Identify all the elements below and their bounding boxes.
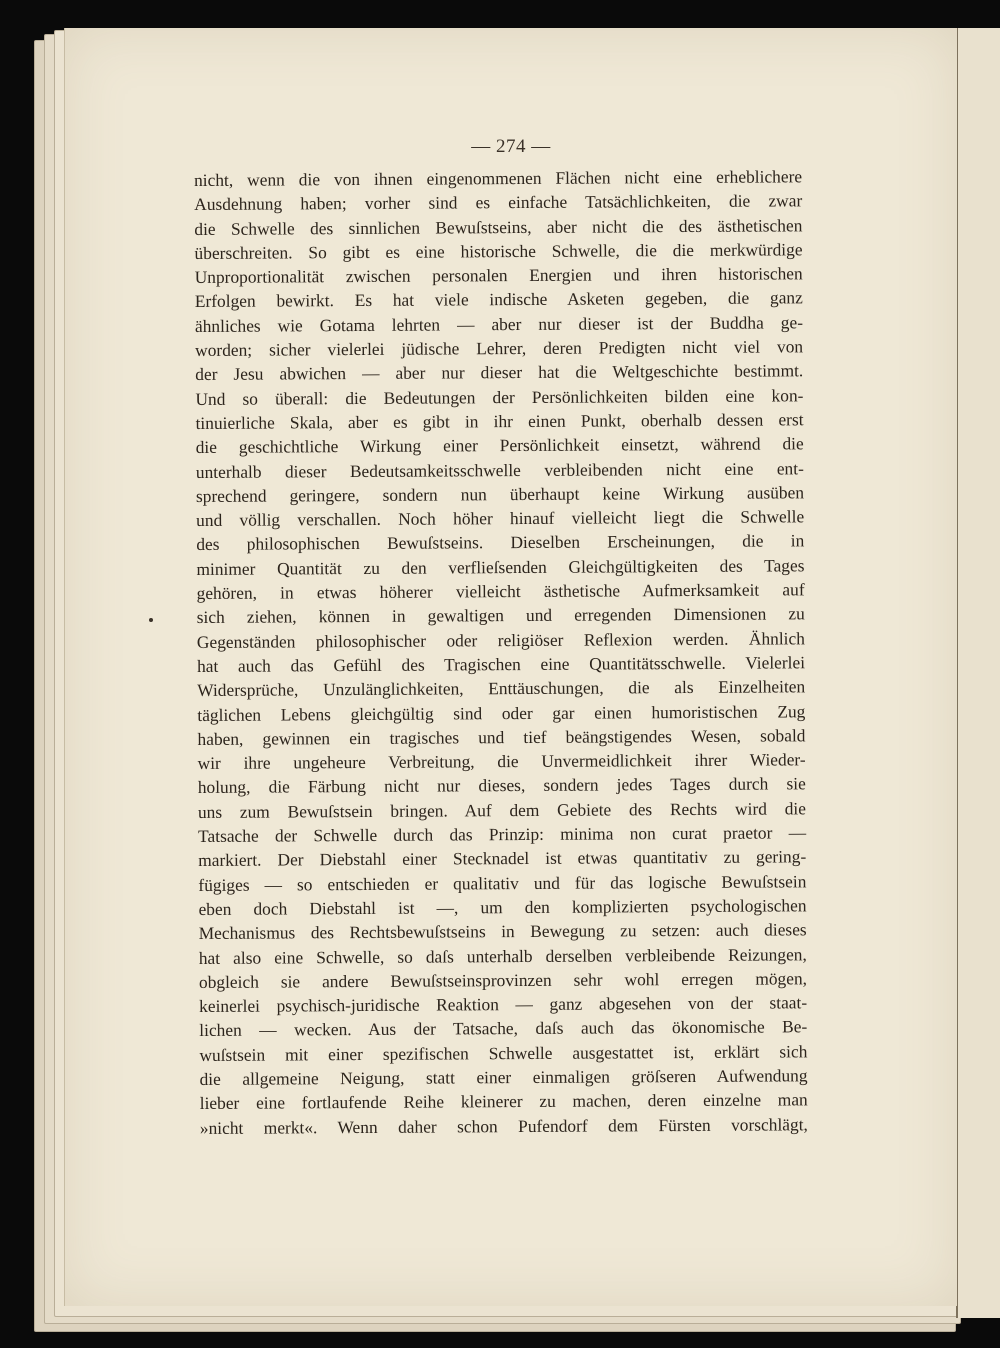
text-line: holung, die Färbung nicht nur dieses, sondern jedes Tages durch sie — [197, 773, 806, 798]
text-line: haben, gewinnen ein tragisches und tief beängstigendes Wesen, sobald — [197, 725, 806, 749]
text-line: hat also eine Schwelle, so daſs unterhalb derselben verbleibende Reizungen, — [198, 943, 807, 968]
text-line: nicht, wenn die von ihnen eingenommenen Flächen nicht eine erheblichere — [194, 166, 803, 190]
text-line: Erfolgen bewirkt. Es hat viele indische Asketen gegeben, die ganz — [194, 287, 803, 312]
text-line: lieber eine fortlaufende Reihe kleinerer zu machen, deren einzelne man — [199, 1089, 808, 1114]
text-line: Mechanismus des Rechtsbewuſstseins in Bewegung zu setzen: auch dieses — [198, 919, 807, 944]
text-line: sich ziehen, können in gewaltigen und erregenden Dimensionen zu — [196, 603, 805, 628]
text-line: wuſstsein mit einer spezifischen Schwelle ausgestattet ist, erklärt sich — [199, 1040, 808, 1065]
margin-mark — [149, 618, 153, 622]
text-line: wir ihre ungeheure Verbreitung, die Unvermeidlichkeit ihrer Wieder- — [197, 749, 806, 774]
text-line: Tatsache der Schwelle durch das Prinzip: minima non curat praetor — — [198, 822, 807, 847]
text-line: worden; sicher vielerlei jüdische Lehrer, deren Predigten nicht viel von — [195, 336, 804, 361]
text-line: hat auch das Gefühl des Tragischen eine Quantitätsschwelle. Vielerlei — [196, 652, 806, 676]
page-number: — 274 — — [471, 136, 551, 157]
text-line: des philosophischen Bewuſstseins. Dieselben Erscheinungen, die in — [196, 530, 805, 555]
text-line: minimer Quantität zu den verflieſsenden Gleichgültigkeiten des Tages — [196, 555, 805, 579]
text-line: eben doch Diebstahl ist —, um den komplizierten psychologischen — [198, 895, 807, 919]
text-line: lichen — wecken. Aus der Tatsache, daſs auch das ökonomische Be- — [199, 1016, 808, 1041]
text-line: Ausdehnung haben; vorher sind es einfache Tatsächlichkeiten, die zwar — [194, 190, 803, 215]
text-line: fügiges — so entschieden er qualitativ und für das logische Bewuſstsein — [198, 870, 807, 895]
text-line: uns zum Bewuſstsein bringen. Auf dem Gebiete des Rechts wird die — [197, 797, 806, 822]
text-line: obgleich sie andere Bewuſstseinsprovinzen sehr wohl erregen mögen, — [198, 968, 808, 992]
text-line: der Jesu abwichen — aber nur dieser hat die Weltgeschichte bestimmt. — [195, 360, 804, 385]
text-line: ähnliches wie Gotama lehrten — aber nur dieser ist der Buddha ge- — [194, 312, 804, 336]
text-line: täglichen Lebens gleichgültig sind oder gar einen humoristischen Zug — [197, 700, 806, 725]
text-line: Und so überall: die Bedeutungen der Persönlichkeiten bilden eine kon- — [195, 384, 804, 409]
text-line: die allgemeine Neigung, statt einer einmaligen gröſseren Aufwendung — [199, 1065, 808, 1089]
text-line: überschreiten. So gibt es eine historische Schwelle, die die merkwürdige — [194, 239, 803, 263]
text-line: Widersprüche, Unzulänglichkeiten, Enttäuschungen, die als Einzelheiten — [197, 676, 806, 701]
text-line: die geschichtliche Wirkung einer Persönlichkeit einsetzt, während die — [195, 433, 804, 458]
body-text — [194, 164, 808, 1140]
text-line: unterhalb dieser Bedeutsamkeitsschwelle verbleibenden nicht eine ent- — [195, 457, 804, 482]
text-line: die Schwelle des sinnlichen Bewuſstseins, aber nicht die des ästhetischen — [194, 214, 803, 239]
text-line: sprechend geringere, sondern nun überhaupt keine Wirkung ausüben — [195, 482, 805, 506]
text-line: markiert. Der Diebstahl einer Stecknadel ist etwas quantitativ zu gering- — [198, 846, 807, 871]
facing-page-edge — [956, 28, 1000, 1318]
book-page — [64, 28, 957, 1306]
text-line: »nicht merkt«. Wenn daher schon Pufendorf dem Fürsten vorschlägt, — [199, 1113, 808, 1138]
text-line: gehören, in etwas höherer vielleicht ästhetische Aufmerksamkeit auf — [196, 579, 805, 604]
text-line: Gegenständen philosophischer oder religiöser Reflexion werden. Ähnlich — [196, 627, 805, 652]
text-line: tinuierliche Skala, aber es gibt in ihr einen Punkt, oberhalb dessen erst — [195, 409, 804, 433]
text-line: Unproportionalität zwischen personalen Energien und ihren historischen — [194, 263, 803, 288]
text-line: und völlig verschallen. Noch höher hinauf vielleicht liegt die Schwelle — [196, 506, 805, 531]
text-line: keinerlei psychisch-juridische Reaktion — ganz abgesehen von der staat- — [199, 992, 808, 1017]
